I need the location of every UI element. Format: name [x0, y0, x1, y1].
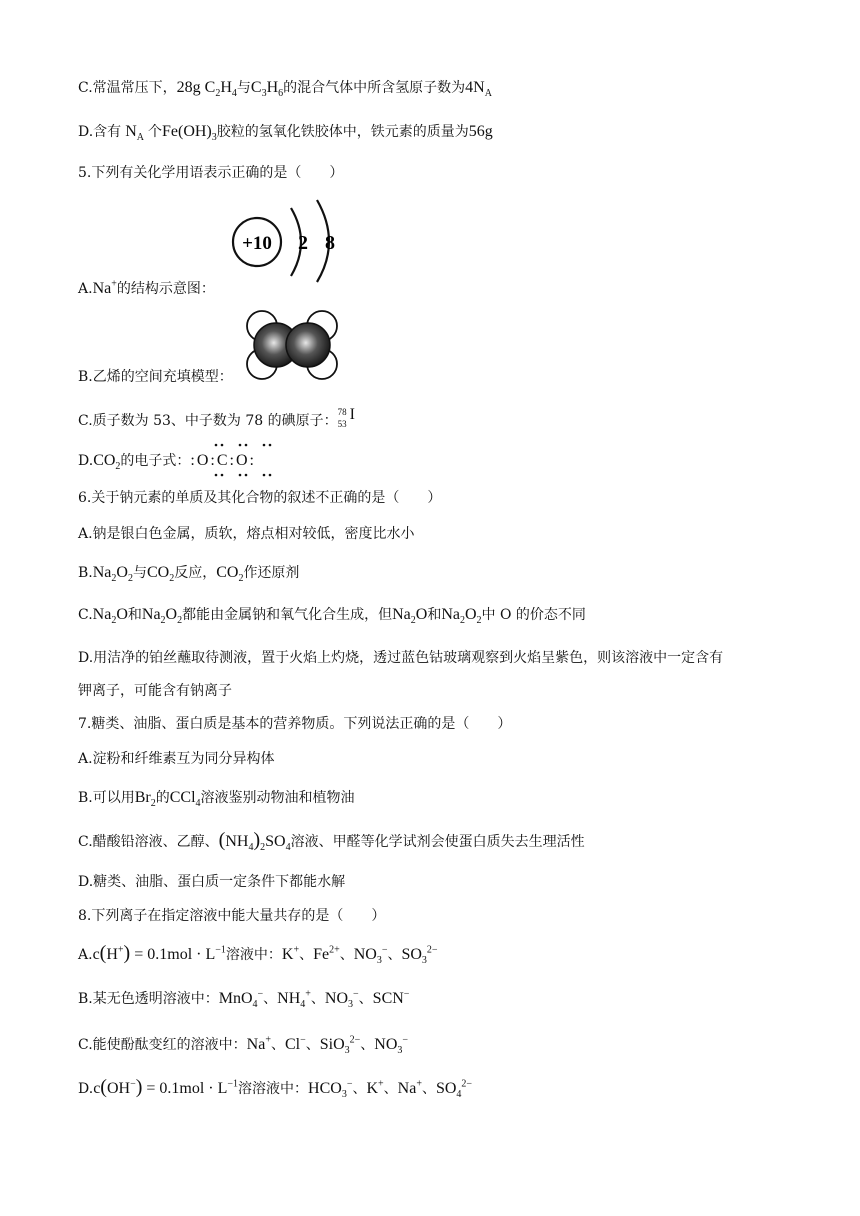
formula: = 0.1mol · L — [134, 946, 216, 963]
formula: O — [116, 564, 128, 581]
ethylene-space-filling-model — [244, 306, 340, 384]
formula: CO — [93, 452, 116, 469]
text: A. — [78, 947, 93, 963]
superscript: −1 — [227, 1078, 239, 1090]
subscript: 4 — [252, 999, 258, 1011]
subscript: 3 — [211, 132, 217, 144]
text: C.常温常压下， — [78, 80, 177, 96]
formula: Na — [441, 606, 460, 623]
subscript: 2 — [127, 573, 133, 585]
text: C.醋酸铅溶液、乙醇、 — [78, 834, 219, 850]
q5-stem: 5.下列有关化学用语表示正确的是（ ） — [78, 165, 344, 181]
superscript: + — [117, 944, 124, 956]
text: 胶粒的氢氧化铁胶体中，铁元素的质量为 — [216, 124, 469, 140]
electron-formula: :O:C:O: — [190, 452, 256, 469]
na-ion-structure-diagram — [225, 196, 345, 284]
q6-stem: 6.关于钠元素的单质及其化合物的叙述不正确的是（ ） — [78, 490, 442, 506]
superscript: − — [300, 1034, 306, 1046]
superscript: + — [378, 1078, 384, 1090]
subscript: 4 — [248, 842, 254, 854]
formula: SO — [265, 833, 286, 850]
superscript: 2− — [461, 1078, 473, 1090]
subscript: 2 — [238, 573, 244, 585]
subscript: 4 — [285, 842, 291, 854]
text: B. — [78, 565, 93, 581]
formula: O — [415, 606, 428, 623]
formula: SO — [401, 946, 422, 963]
formula: C — [250, 79, 262, 96]
formula: NH — [277, 990, 301, 1007]
text: 溶液、甲醛等化学试剂会使蛋白质失去生理活性 — [290, 834, 585, 850]
subscript: 2 — [459, 615, 465, 627]
formula: H — [266, 79, 279, 96]
q7-option-d: D.糖类、油脂、蛋白质一定条件下都能水解 — [78, 874, 346, 890]
subscript: 2 — [177, 615, 183, 627]
text: 和 — [127, 607, 142, 623]
superscript: + — [293, 944, 300, 956]
subscript: 3 — [421, 955, 427, 967]
superscript: 2− — [426, 944, 438, 956]
text: C. — [78, 607, 93, 623]
text: 、 — [299, 947, 314, 963]
text: 溶溶液中： — [238, 1081, 309, 1097]
q8-option-d — [78, 1076, 473, 1101]
subscript: 2 — [215, 88, 221, 100]
text: 作还原剂 — [243, 565, 300, 581]
subscript: A — [136, 132, 144, 144]
text: 溶液鉴别动物油和植物油 — [200, 790, 355, 806]
paren: ( — [99, 942, 107, 964]
formula: H — [106, 946, 118, 963]
subscript: 4 — [195, 798, 201, 810]
q6-option-a: A.钠是银白色金属，质软，熔点相对较低，密度比水小 — [78, 526, 415, 542]
formula: K — [281, 946, 294, 963]
q8-stem: 8.下列离子在指定溶液中能大量共存的是（ ） — [78, 908, 386, 924]
electron-dots — [206, 442, 286, 478]
text: 与 — [132, 565, 147, 581]
subscript: 2 — [150, 798, 156, 810]
formula: Na — [397, 1080, 417, 1097]
formula: 28g C — [176, 79, 216, 96]
subscript: 2 — [111, 573, 117, 585]
superscript: 2− — [349, 1034, 361, 1046]
formula: CO — [216, 564, 239, 581]
superscript: + — [416, 1078, 422, 1090]
text: 、 — [270, 1037, 285, 1053]
q7-stem: 7.糖类、油脂、蛋白质是基本的营养物质。下列说法正确的是（ ） — [78, 716, 512, 732]
text: 反应， — [174, 565, 217, 581]
text: 、 — [352, 1081, 367, 1097]
formula: Na — [246, 1036, 266, 1053]
text: C.质子数为 53、中子数为 78 的碘原子： — [78, 413, 338, 429]
formula: Br — [134, 789, 151, 806]
text: D. — [78, 1081, 94, 1097]
shell-1-electrons: 2 — [298, 232, 308, 254]
formula: O — [464, 606, 477, 623]
text: 、 — [263, 991, 278, 1007]
paren: ) — [253, 829, 261, 851]
text: 都能由金属钠和氧气化合生成，但 — [182, 607, 393, 623]
subscript: 3 — [397, 1045, 403, 1057]
superscript: + — [305, 988, 311, 1000]
q7-option-a: A.淀粉和纤维素互为同分异构体 — [78, 751, 275, 767]
formula: MnO — [218, 990, 253, 1007]
formula: NO — [324, 990, 349, 1007]
superscript: + — [265, 1034, 271, 1046]
superscript: − — [257, 988, 264, 1000]
formula: c — [93, 1080, 101, 1097]
superscript: 2+ — [329, 944, 340, 956]
text: B.可以用 — [78, 790, 135, 806]
text: 、 — [339, 947, 354, 963]
q5-option-c — [78, 405, 360, 431]
formula: HCO — [308, 1080, 342, 1097]
q6-option-b — [78, 563, 299, 583]
formula: Fe — [313, 946, 330, 963]
formula: NO — [353, 946, 377, 963]
q4-option-d — [78, 122, 493, 142]
formula: Na — [92, 280, 112, 297]
formula: N — [125, 123, 137, 140]
text: 、 — [358, 991, 373, 1007]
formula: SCN — [372, 990, 404, 1007]
formula: NH — [225, 833, 249, 850]
subscript: 4 — [231, 88, 237, 100]
superscript: −1 — [215, 944, 226, 956]
superscript: − — [130, 1078, 136, 1090]
subscript: 3 — [376, 955, 382, 967]
q8-option-c — [78, 1035, 408, 1055]
text: 的混合气体中所含氢原子数为 — [283, 80, 466, 96]
formula: SiO — [319, 1036, 345, 1053]
formula: NO — [374, 1036, 398, 1053]
text: B.某无色透明溶液中： — [78, 991, 219, 1007]
formula: Na — [141, 606, 161, 623]
paren: ( — [218, 829, 226, 851]
subscript: 2 — [160, 615, 166, 627]
carbon-atom — [286, 323, 330, 367]
q5-option-b: B.乙烯的空间充填模型： — [78, 369, 233, 385]
subscript: 2 — [260, 842, 266, 854]
formula: 56g — [468, 123, 493, 140]
q4-option-c — [78, 78, 492, 98]
q8-option-b — [78, 989, 409, 1009]
formula: SO — [435, 1080, 457, 1097]
subscript: 3 — [348, 999, 354, 1011]
text: 个 — [147, 124, 162, 140]
text: 、 — [310, 991, 325, 1007]
q7-option-c — [78, 829, 585, 854]
formula: CO — [146, 564, 170, 581]
formula: H — [220, 79, 232, 96]
superscript: − — [402, 1034, 409, 1046]
q6-option-d-line1: D.用洁净的铂丝蘸取待测液，置于火焰上灼烧，透过蓝色钴玻璃观察到火焰呈紫色，则该溶液中一定含有 — [78, 650, 724, 666]
subscript: 6 — [278, 88, 284, 100]
nucleus-charge: +10 — [242, 233, 272, 254]
mass-number: 78 — [337, 407, 347, 417]
formula: c — [92, 946, 100, 963]
q7-option-b — [78, 788, 355, 808]
subscript: A — [484, 88, 492, 100]
shell-2-electrons: 8 — [325, 232, 335, 254]
subscript: 4 — [456, 1089, 462, 1101]
formula: O — [165, 606, 178, 623]
formula: O — [116, 606, 128, 623]
text: 的电子式： — [120, 453, 191, 469]
subscript: 3 — [341, 1089, 347, 1101]
subscript: 3 — [344, 1045, 350, 1057]
text: 的结构示意图： — [116, 281, 215, 297]
superscript: − — [353, 988, 359, 1000]
text: 与 — [236, 80, 251, 96]
text: 、 — [383, 1081, 398, 1097]
formula: Na — [392, 606, 411, 623]
text: A. — [78, 281, 93, 297]
superscript: − — [346, 1078, 353, 1090]
q6-option-c — [78, 605, 586, 625]
superscript: − — [381, 944, 388, 956]
paren: ( — [100, 1076, 107, 1098]
formula: K — [366, 1080, 379, 1097]
paren: ) — [135, 1076, 143, 1098]
paren: ) — [123, 942, 131, 964]
formula: 4N — [465, 79, 485, 96]
subscript: 2 — [410, 615, 416, 627]
text: 、 — [360, 1037, 375, 1053]
formula: = 0.1mol · L — [146, 1080, 228, 1097]
text: 、 — [305, 1037, 320, 1053]
q8-option-a — [78, 942, 438, 967]
q5-option-a — [78, 279, 215, 299]
formula: Fe(OH) — [161, 123, 212, 140]
text: 中 O 的价态不同 — [481, 607, 586, 623]
text: 、 — [387, 947, 402, 963]
q6-option-d-line2: 钾离子，可能含有钠离子 — [78, 683, 232, 699]
text: 的 — [155, 790, 170, 806]
formula: OH — [106, 1080, 131, 1097]
formula: Na — [92, 606, 112, 623]
subscript: 2 — [169, 573, 175, 585]
subscript: 3 — [261, 88, 267, 100]
formula: Cl — [284, 1036, 301, 1053]
text: D.含有 — [78, 124, 122, 140]
superscript: + — [111, 278, 117, 290]
text: 、 — [421, 1081, 436, 1097]
text: 和 — [427, 607, 442, 623]
subscript: 2 — [111, 615, 117, 627]
superscript: − — [403, 988, 410, 1000]
subscript: 2 — [115, 461, 121, 473]
subscript: 4 — [300, 999, 306, 1011]
text: 溶液中： — [225, 947, 282, 963]
atomic-number: 53 — [337, 419, 347, 429]
formula: CCl — [169, 789, 196, 806]
text: C.能使酚酞变红的溶液中： — [78, 1037, 247, 1053]
element-symbol: I — [349, 406, 355, 423]
formula: Na — [92, 564, 112, 581]
subscript: 2 — [476, 615, 482, 627]
text: D. — [78, 453, 94, 469]
